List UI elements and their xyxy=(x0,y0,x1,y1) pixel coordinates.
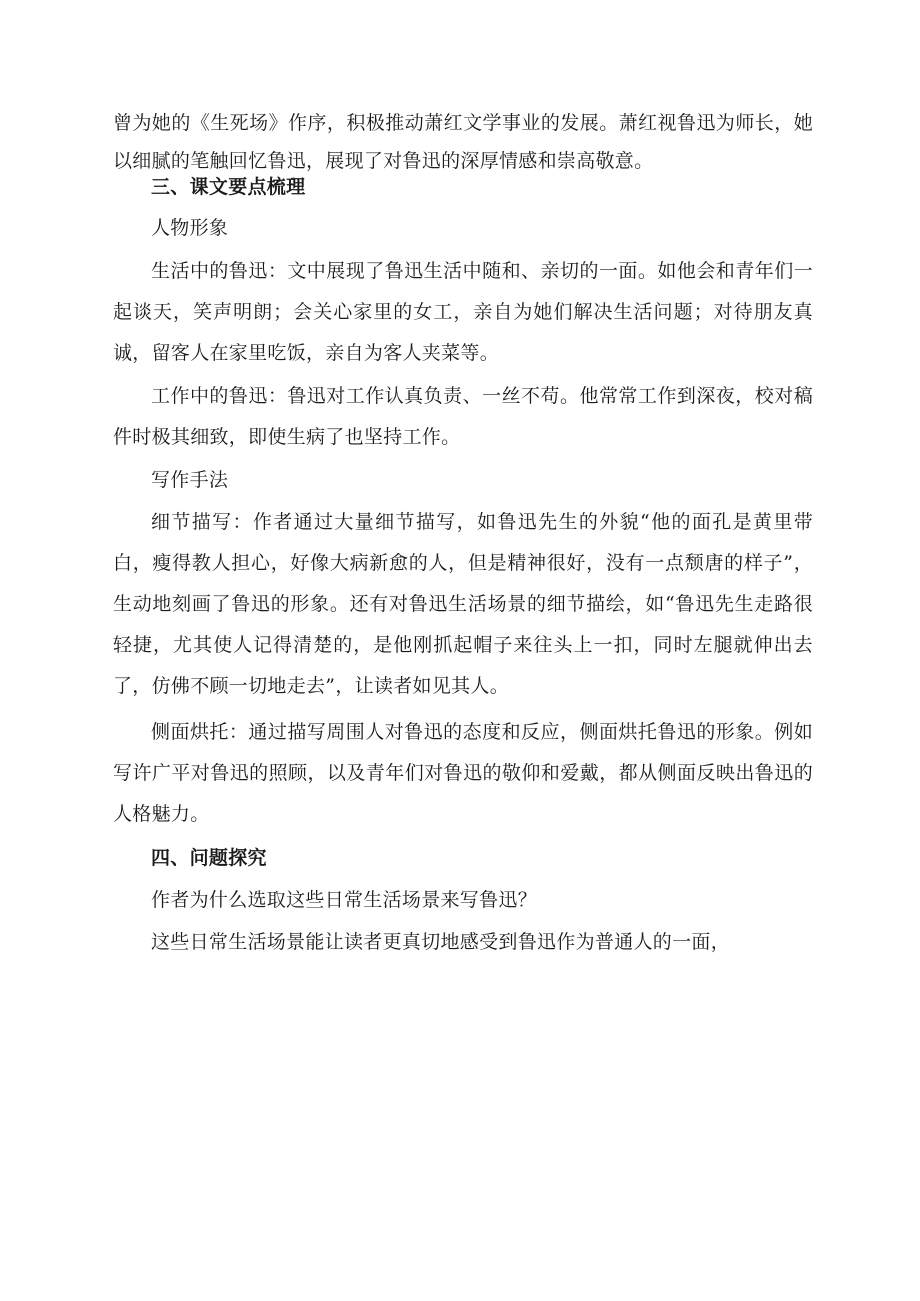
paragraph-life-luxun: 生活中的鲁迅：文中展现了鲁迅生活中随和、亲切的一面。如他会和青年们一起谈天，笑声明朗；会关心家里的女工，亲自为她们解决生活问题；对待朋友真诚，留客人在家里吃饭，亲自为客人夹菜等。 xyxy=(113,260,813,364)
section-heading-4: 四、问题探究 xyxy=(151,847,267,869)
paragraph-work-luxun: 工作中的鲁迅：鲁迅对工作认真负责、一丝不苟。他常常工作到深夜，校对稿件时极其细致，即使生病了也坚持工作。 xyxy=(113,385,813,448)
intro-paragraph: 曾为她的《生死场》作序，积极推动萧红文学事业的发展。萧红视鲁迅为师长，她以细腻的笔触回忆鲁迅，展现了对鲁迅的深厚情感和崇高敬意。 xyxy=(113,112,813,172)
question-paragraph: 作者为什么选取这些日常生活场景来写鲁迅？ xyxy=(151,889,538,911)
paragraph-detail-description: 细节描写：作者通过大量细节描写，如鲁迅先生的外貌“他的面孔是黄里带白，瘦得教人担心，好像大病新愈的人，但是精神很好，没有一点颓唐的样子”，生动地刻画了鲁迅的形象。还有对鲁迅生活场景的细节描绘，如“鲁迅先生走路很轻捷，尤其使人记得清楚的，是他刚抓起帽子来往头上一扣，同时左腿就伸出去了，仿佛不顾一切地走去”，让读者如见其人。 xyxy=(113,511,813,697)
subheading-character-image: 人物形象 xyxy=(151,217,229,239)
section-heading-3: 三、课文要点梳理 xyxy=(151,176,306,198)
subheading-writing-techniques: 写作手法 xyxy=(151,469,229,491)
paragraph-side-contrast: 侧面烘托：通过描写周围人对鲁迅的态度和反应，侧面烘托鲁迅的形象。例如写许广平对鲁迅的照顾，以及青年们对鲁迅的敬仰和爱戴，都从侧面反映出鲁迅的人格魅力。 xyxy=(113,721,813,825)
answer-paragraph: 这些日常生活场景能让读者更真切地感受到鲁迅作为普通人的一面， xyxy=(151,931,731,953)
